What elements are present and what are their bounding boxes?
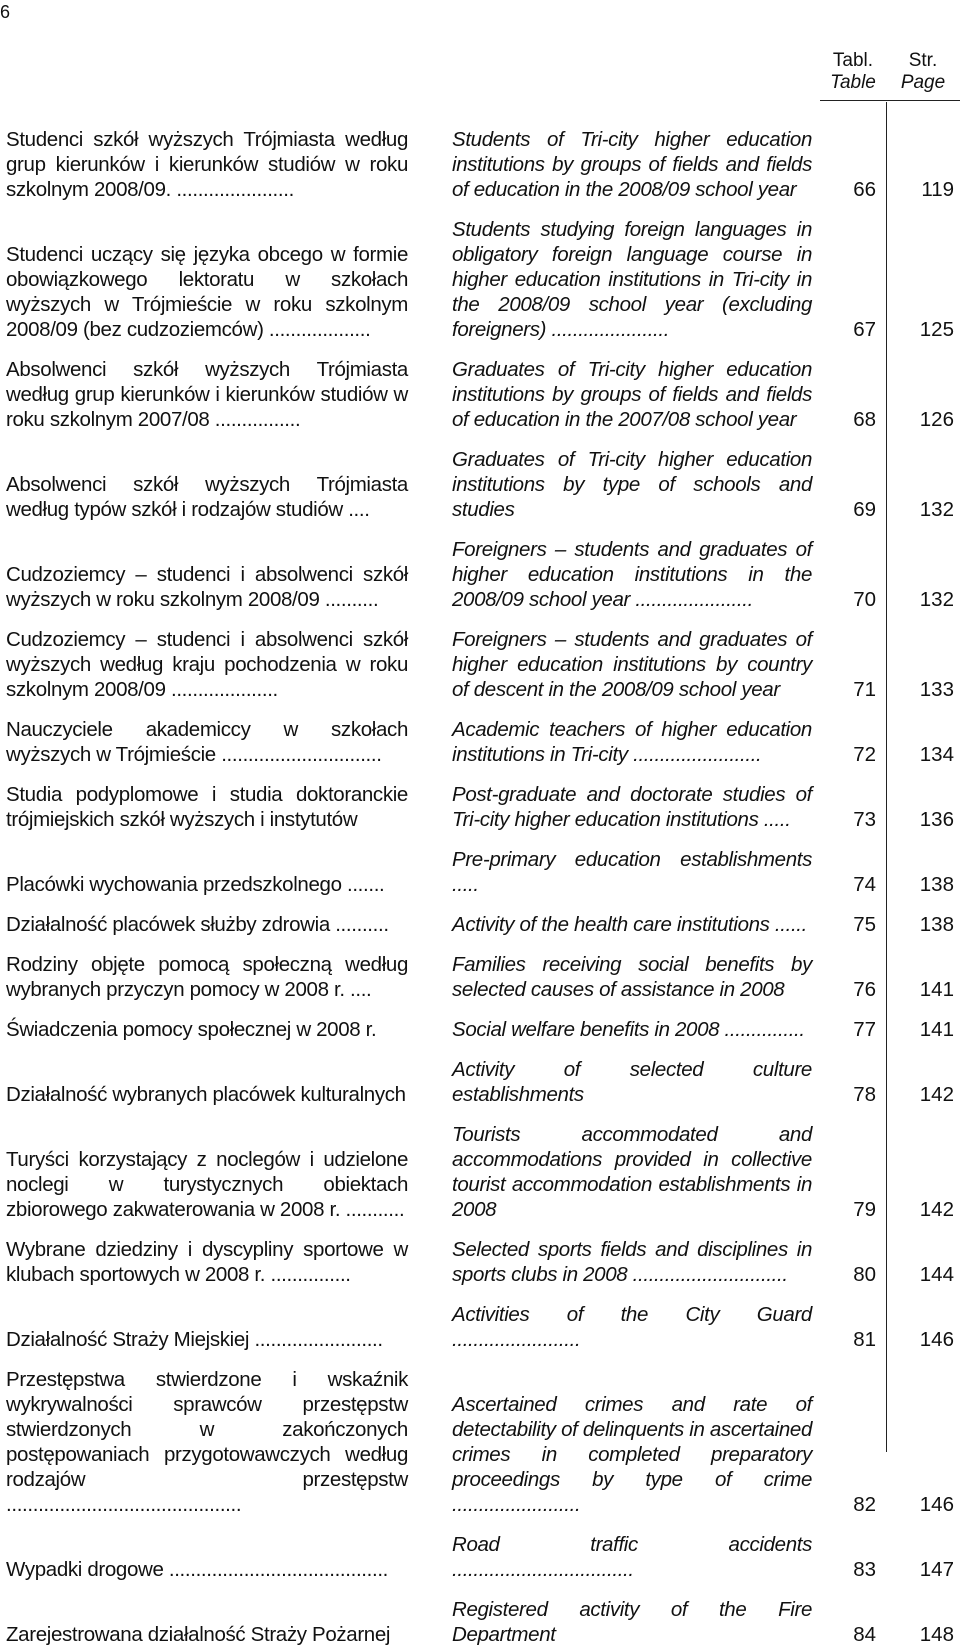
entry-title-en: Tourists accommodated and accommodations provided in collective tourist accommodation establishments in 2008	[452, 1123, 812, 1221]
entry-table-number: 79	[853, 1198, 876, 1221]
toc-entry	[0, 217, 960, 342]
entry-title-en: Road traffic accidents ..................................	[452, 1533, 812, 1581]
entry-title-en: Ascertained crimes and rate of detectability of delinquents in ascertained crimes in completed preparatory proceedings by type of crime ........................	[452, 1393, 812, 1516]
entry-title-en: Activities of the City Guard ........................	[452, 1303, 812, 1351]
entry-table-number: 70	[853, 588, 876, 611]
entry-title-en: Pre-primary education establishments .....	[452, 848, 812, 896]
entry-page-number: 146	[919, 1493, 954, 1516]
entry-title-en: Students of Tri-city higher education institutions by groups of fields and fields of education in the 2008/09 school year	[452, 128, 812, 201]
entry-title-en: Registered activity of the Fire Department	[452, 1598, 812, 1646]
entry-title-en: Graduates of Tri-city higher education institutions by type of schools and studies	[452, 448, 812, 521]
entry-page-number: 136	[919, 808, 954, 831]
entry-table-number: 71	[853, 678, 876, 701]
entry-page-number: 133	[919, 678, 954, 701]
entry-title-pl: Cudzoziemcy – studenci i absolwenci szkół wyższych według kraju pochodzenia w roku szkolnym 2008/09 ....................	[6, 628, 408, 701]
toc-entry	[0, 1302, 960, 1352]
entry-page-number: 132	[919, 498, 954, 521]
entry-title-en: Activity of the health care institutions ......	[452, 913, 808, 936]
entry-table-number: 80	[853, 1263, 876, 1286]
entry-title-pl: Zarejestrowana działalność Straży Pożarnej	[6, 1623, 391, 1646]
toc-entry	[0, 127, 960, 202]
entry-title-en: Activity of selected culture establishments	[452, 1058, 812, 1106]
entry-title-en: Academic teachers of higher education institutions in Tri-city ........................	[452, 718, 812, 766]
entry-title-en: Students studying foreign languages in obligatory foreign language course in higher education institutions in Tri-city in the 2008/09 school year (excluding foreigners) ......................	[452, 218, 812, 341]
entry-page-number: 148	[919, 1623, 954, 1646]
toc-entry	[0, 537, 960, 612]
entry-title-pl: Studenci szkół wyższych Trójmiasta według grup kierunków i kierunków studiów w roku szkolnym 2008/09. ......................	[6, 128, 408, 201]
entry-title-pl: Wybrane dziedziny i dyscypliny sportowe w klubach sportowych w 2008 r. ...............	[6, 1238, 408, 1286]
entry-table-number: 75	[853, 913, 876, 936]
entry-title-en: Foreigners – students and graduates of higher education institutions by country of descent in the 2008/09 school year	[452, 628, 812, 701]
column-header-table	[820, 50, 886, 94]
entry-title-pl: Studenci uczący się języka obcego w formie obowiązkowego lektoratu w szkołach wyższych w Trójmieście w roku szkolnym 2008/09 (bez cudzoziemców) ...................	[6, 243, 408, 341]
entry-title-pl: Świadczenia pomocy społecznej w 2008 r.	[6, 1018, 377, 1041]
toc-entry	[0, 357, 960, 432]
toc-entry	[0, 627, 960, 702]
toc-entry	[0, 847, 960, 897]
entry-title-pl: Absolwenci szkół wyższych Trójmiasta według typów szkół i rodzajów studiów ....	[6, 473, 408, 521]
entry-table-number: 76	[853, 978, 876, 1001]
toc-entry	[0, 1367, 960, 1517]
toc-entry	[0, 1237, 960, 1287]
page-number: 6	[0, 2, 11, 22]
column-header-page-pl: Str.	[908, 50, 938, 71]
entry-title-pl: Wypadki drogowe .........................................	[6, 1558, 389, 1581]
entry-table-number: 68	[853, 408, 876, 431]
entry-title-pl: Placówki wychowania przedszkolnego .......	[6, 873, 385, 896]
entry-title-pl: Studia podyplomowe i studia doktoranckie trójmiejskich szkół wyższych i instytutów	[6, 783, 408, 831]
entry-title-pl: Turyści korzystający z noclegów i udzielone noclegi w turystycznych obiektach zbiorowego zakwaterowania w 2008 r. ...........	[6, 1148, 408, 1221]
entry-page-number: 146	[919, 1328, 954, 1351]
entry-page-number: 142	[919, 1083, 954, 1106]
entry-title-en: Foreigners – students and graduates of higher education institutions in the 2008/09 school year ......................	[452, 538, 812, 611]
toc-entry	[0, 782, 960, 832]
entry-title-en: Social welfare benefits in 2008 ...............	[452, 1018, 805, 1041]
entry-page-number: 138	[919, 913, 954, 936]
entry-page-number: 126	[919, 408, 954, 431]
toc-entry	[0, 447, 960, 522]
entry-page-number: 147	[919, 1558, 954, 1581]
entry-title-pl: Działalność placówek służby zdrowia ..........	[6, 913, 389, 936]
entry-table-number: 72	[853, 743, 876, 766]
entry-table-number: 74	[853, 873, 876, 896]
column-header-page	[890, 50, 956, 94]
column-header-table-en: Table	[830, 72, 876, 93]
entry-title-pl: Przestępstwa stwierdzone i wskaźnik wykrywalności sprawców przestępstw stwierdzonych w zakończonych postępowaniach przygotowawczych według rodzajów przestępstw ............................................	[6, 1368, 408, 1516]
toc-entry	[0, 1017, 960, 1042]
entry-title-en: Families receiving social benefits by selected causes of assistance in 2008	[452, 953, 812, 1001]
entry-page-number: 119	[921, 178, 954, 201]
entry-table-number: 78	[853, 1083, 876, 1106]
header-rule	[820, 100, 960, 101]
entry-page-number: 141	[919, 1018, 954, 1041]
entry-table-number: 83	[853, 1558, 876, 1581]
toc-entry	[0, 1532, 960, 1582]
entry-title-pl: Działalność Straży Miejskiej ........................	[6, 1328, 383, 1351]
toc-entry	[0, 912, 960, 937]
entry-title-pl: Działalność wybranych placówek kulturalnych	[6, 1083, 406, 1106]
entry-page-number: 144	[919, 1263, 954, 1286]
entry-page-number: 141	[919, 978, 954, 1001]
entry-table-number: 67	[853, 318, 876, 341]
toc-entry	[0, 952, 960, 1002]
entry-title-en: Selected sports fields and disciplines in sports clubs in 2008 .............................	[452, 1238, 812, 1286]
entry-table-number: 84	[853, 1623, 876, 1646]
toc-entry	[0, 1597, 960, 1647]
entry-table-number: 77	[853, 1018, 876, 1041]
toc-entry	[0, 717, 960, 767]
toc-entry	[0, 1057, 960, 1107]
entry-title-pl: Rodziny objęte pomocą społeczną według wybranych przyczyn pomocy w 2008 r. ....	[6, 953, 408, 1001]
entry-page-number: 142	[919, 1198, 954, 1221]
entry-title-en: Post-graduate and doctorate studies of Tri-city higher education institutions .....	[452, 783, 812, 831]
entry-title-pl: Cudzoziemcy – studenci i absolwenci szkół wyższych w roku szkolnym 2008/09 ..........	[6, 563, 408, 611]
entry-page-number: 132	[919, 588, 954, 611]
entry-table-number: 73	[853, 808, 876, 831]
column-header-table-pl: Tabl.	[832, 50, 874, 71]
entry-title-pl: Nauczyciele akademiccy w szkołach wyższych w Trójmieście ..............................	[6, 718, 408, 766]
entry-page-number: 138	[919, 873, 954, 896]
entry-page-number: 134	[919, 743, 954, 766]
toc-entry	[0, 1122, 960, 1222]
entry-page-number: 125	[919, 318, 954, 341]
entry-title-en: Graduates of Tri-city higher education institutions by groups of fields and fields of education in the 2007/08 school year	[452, 358, 812, 431]
entry-table-number: 82	[853, 1493, 876, 1516]
entry-table-number: 69	[853, 498, 876, 521]
entry-title-pl: Absolwenci szkół wyższych Trójmiasta według grup kierunków i kierunków studiów w roku szkolnym 2007/08 ................	[6, 358, 408, 431]
entry-table-number: 81	[853, 1328, 876, 1351]
column-header-page-en: Page	[900, 72, 946, 93]
entry-table-number: 66	[853, 178, 876, 201]
